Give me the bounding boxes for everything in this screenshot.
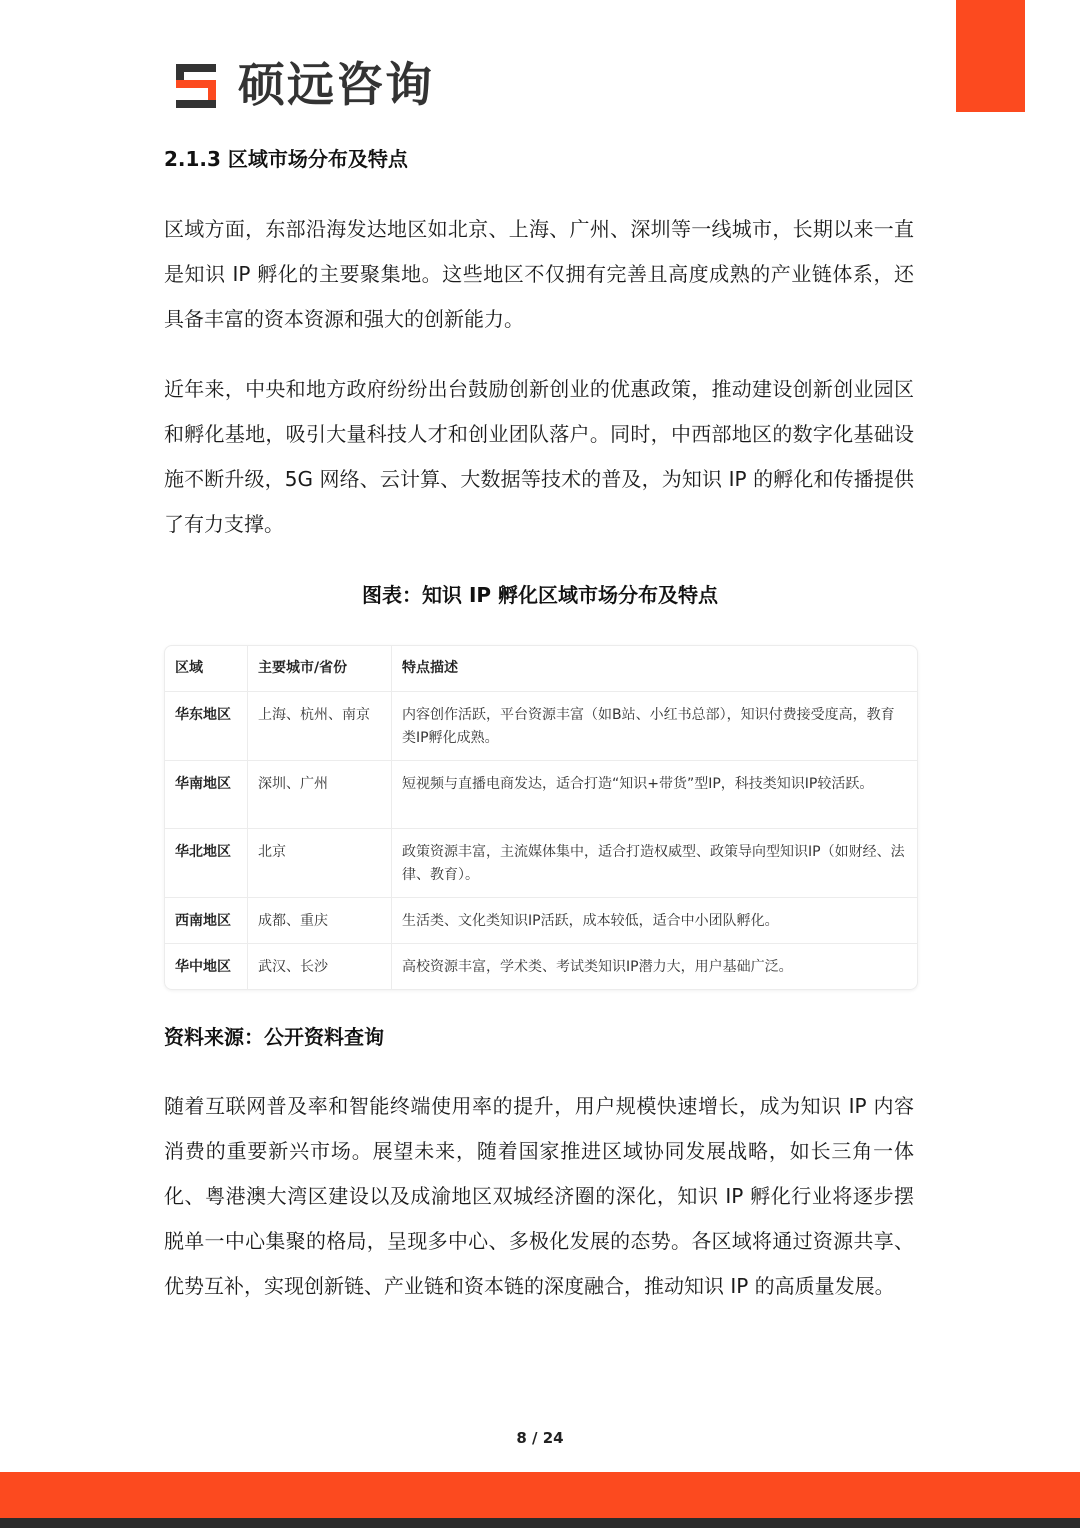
cell-description: 政策资源丰富，主流媒体集中，适合打造权威型、政策导向型知识IP（如财经、法律、教育）。 — [392, 829, 918, 898]
cell-region: 华中地区 — [165, 944, 248, 990]
cell-cities: 武汉、长沙 — [248, 944, 392, 990]
cell-cities: 成都、重庆 — [248, 898, 392, 944]
cell-description: 生活类、文化类知识IP活跃，成本较低，适合中小团队孵化。 — [392, 898, 918, 944]
footer-accent-band — [0, 1472, 1080, 1518]
cell-description: 短视频与直播电商发达，适合打造“知识+带货”型IP，科技类知识IP较活跃。 — [392, 761, 918, 829]
brand-name: 硕远咨询 — [238, 58, 434, 113]
section-heading: 2.1.3 区域市场分布及特点 — [164, 147, 408, 171]
table-row — [165, 761, 917, 829]
table-row — [165, 944, 917, 990]
cell-description: 内容创作活跃，平台资源丰富（如B站、小红书总部），知识付费接受度高，教育类IP孵化成熟。 — [392, 692, 918, 761]
cell-description: 高校资源丰富，学术类、考试类知识IP潜力大，用户基础广泛。 — [402, 959, 793, 975]
table-row — [165, 692, 917, 761]
figure-caption: 图表：知识 IP 孵化区域市场分布及特点 — [361, 583, 719, 607]
cell-region: 西南地区 — [165, 898, 248, 944]
cell-cities: 深圳、广州 — [248, 761, 392, 829]
cell-cities: 上海、杭州、南京 — [248, 692, 392, 761]
page-number: 8 / 24 — [516, 1429, 564, 1447]
cell-region: 华东地区 — [165, 692, 248, 761]
footer-dark-line — [0, 1518, 1080, 1528]
column-header-description: 特点描述 — [392, 646, 918, 692]
paragraph-future-outlook: 随着互联网普及率和智能终端使用率的提升，用户规模快速增长，成为知识 IP 内容消费的重要新兴市场。展望未来，随着国家推进区域协同发展战略，如长三角一体化、粤港澳大湾区建设以及成渝地区双城经济圈的深化，知识 IP 孵化行业将逐步摆脱单一中心集聚的格局，呈现多中心、多极化发展的态势。各区域将通过资源共享、优势互补，实现创新链、产业链和资本链的深度融合，推动知识 IP 的高质量发展。 — [164, 1094, 914, 1298]
table-row — [165, 898, 917, 944]
corner-accent-tab — [956, 0, 1025, 112]
paragraph-regional-overview: 区域方面，东部沿海发达地区如北京、上海、广州、深圳等一线城市，长期以来一直是知识 IP 孵化的主要聚集地。这些地区不仅拥有完善且高度成熟的产业链体系，还具备丰富的资本资源和强大的创新能力。 — [164, 217, 914, 331]
brand-logo — [176, 58, 434, 114]
regional-market-table — [164, 645, 918, 990]
cell-region: 华南地区 — [165, 761, 248, 829]
paragraph-policy-support: 近年来，中央和地方政府纷纷出台鼓励创新创业的优惠政策，推动建设创新创业园区和孵化基地，吸引大量科技人才和创业团队落户。同时，中西部地区的数字化基础设施不断升级，5G 网络、云计算、大数据等技术的普及，为知识 IP 的孵化和传播提供了有力支撑。 — [164, 377, 914, 536]
cell-region: 华北地区 — [165, 829, 248, 898]
table-row — [165, 829, 917, 898]
table-header-row — [165, 646, 917, 692]
brand-mark-icon — [176, 60, 228, 112]
source-note: 资料来源：公开资料查询 — [164, 1025, 384, 1049]
column-header-region: 区域 — [165, 646, 248, 692]
cell-cities: 北京 — [248, 829, 392, 898]
column-header-cities: 主要城市/省份 — [248, 646, 392, 692]
